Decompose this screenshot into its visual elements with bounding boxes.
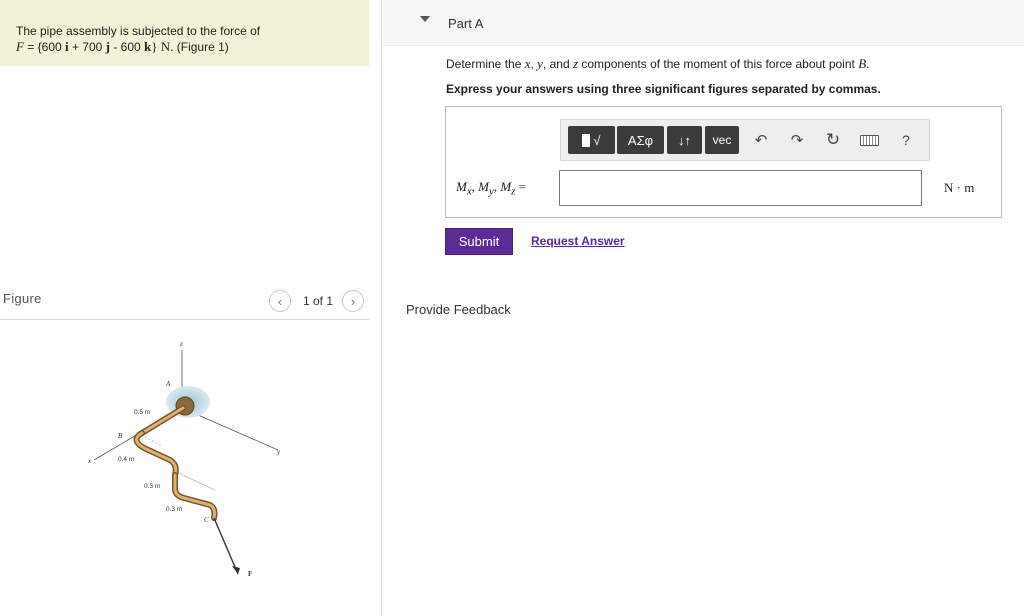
label-z: z xyxy=(180,340,183,348)
figure-label: Figure xyxy=(3,291,42,306)
label-a: A xyxy=(166,380,171,388)
answer-m1: M xyxy=(456,179,467,194)
answer-m3: M xyxy=(500,179,512,194)
answer-unit: N · m xyxy=(944,180,975,195)
label-d2: 0.4 m xyxy=(118,456,135,463)
pipe-segment-b-highlight xyxy=(136,433,175,475)
symbols-button[interactable]: ΑΣφ xyxy=(617,126,664,154)
answer-m2: M xyxy=(478,179,489,194)
label-b: B xyxy=(118,432,123,440)
label-x: x xyxy=(88,457,92,465)
problem-text-line1: The pipe assembly is subjected to the force of xyxy=(16,24,261,38)
left-panel xyxy=(0,0,382,616)
keyboard-icon[interactable] xyxy=(856,126,882,154)
pipe-assembly-figure xyxy=(80,330,310,590)
figure-pager xyxy=(269,290,364,312)
question-z: z xyxy=(572,56,579,71)
answer-label: $M_x$, $M_y$, $M_z$ = xyxy=(456,179,526,198)
answer-sub-z: z xyxy=(511,185,516,198)
templates-label: √ xyxy=(593,132,601,148)
figure-bar xyxy=(0,288,369,320)
problem-statement xyxy=(0,0,369,66)
label-c: C xyxy=(204,516,209,524)
force-i-unit: i xyxy=(65,39,69,54)
force-j-sep: + 700 xyxy=(68,40,106,54)
question-y: y xyxy=(537,56,543,71)
chevron-left-icon[interactable]: ‹ xyxy=(269,290,291,312)
force-line xyxy=(214,518,238,574)
force-symbol: F xyxy=(16,39,24,54)
question-x: x xyxy=(524,56,531,71)
label-d3: 0.3 m xyxy=(144,483,161,490)
request-answer-link[interactable]: Request Answer xyxy=(531,234,625,248)
question-end: . xyxy=(866,57,870,71)
part-a-header[interactable] xyxy=(383,0,1024,46)
vec-button[interactable]: vec xyxy=(705,126,739,154)
math-toolbar xyxy=(560,119,930,161)
question-text xyxy=(446,56,870,72)
submit-button[interactable]: Submit xyxy=(445,228,513,255)
question-pre: Determine the xyxy=(446,57,525,71)
question-sep2: , and xyxy=(542,57,573,71)
question-post: components of the moment of this force about point xyxy=(578,57,859,71)
undo-icon[interactable]: ↶ xyxy=(754,132,768,149)
triangle-down-icon[interactable] xyxy=(420,16,430,22)
redo-icon[interactable]: ↷ xyxy=(790,132,804,149)
force-k-sep: - 600 xyxy=(110,40,145,54)
label-d4: 0.3 m xyxy=(166,506,183,513)
label-y: y xyxy=(277,448,281,456)
reset-icon[interactable]: ↻ xyxy=(825,130,841,149)
answer-input[interactable] xyxy=(559,170,922,206)
force-j-unit: j xyxy=(105,39,110,54)
label-f: F xyxy=(248,570,253,578)
force-arrowhead xyxy=(232,566,240,574)
figure-link[interactable]: (Figure 1) xyxy=(176,40,229,54)
provide-feedback-link[interactable]: Provide Feedback xyxy=(406,302,511,317)
question-sep1: , xyxy=(530,57,538,71)
answer-box xyxy=(445,106,1002,218)
question-instruction: Express your answers using three significant figures separated by commas. xyxy=(446,82,881,96)
force-i-value: 600 xyxy=(41,40,65,54)
label-d1: 0.5 m xyxy=(134,409,151,416)
question-b: B xyxy=(858,56,867,71)
force-k-unit: k xyxy=(144,39,152,54)
problem-force-line xyxy=(16,39,369,55)
templates-button[interactable] xyxy=(568,126,615,154)
arrows-button[interactable]: ↓↑ xyxy=(667,126,702,154)
square-icon xyxy=(582,134,590,147)
force-close: } N. xyxy=(151,39,174,54)
part-title: Part A xyxy=(448,16,484,31)
help-button[interactable]: ? xyxy=(902,132,910,148)
pager-text: 1 of 1 xyxy=(303,294,334,308)
answer-sub-y: y xyxy=(489,185,494,198)
answer-sub-x: x xyxy=(466,185,472,198)
chevron-right-icon[interactable]: › xyxy=(342,290,364,312)
force-equals: = { xyxy=(23,40,42,54)
